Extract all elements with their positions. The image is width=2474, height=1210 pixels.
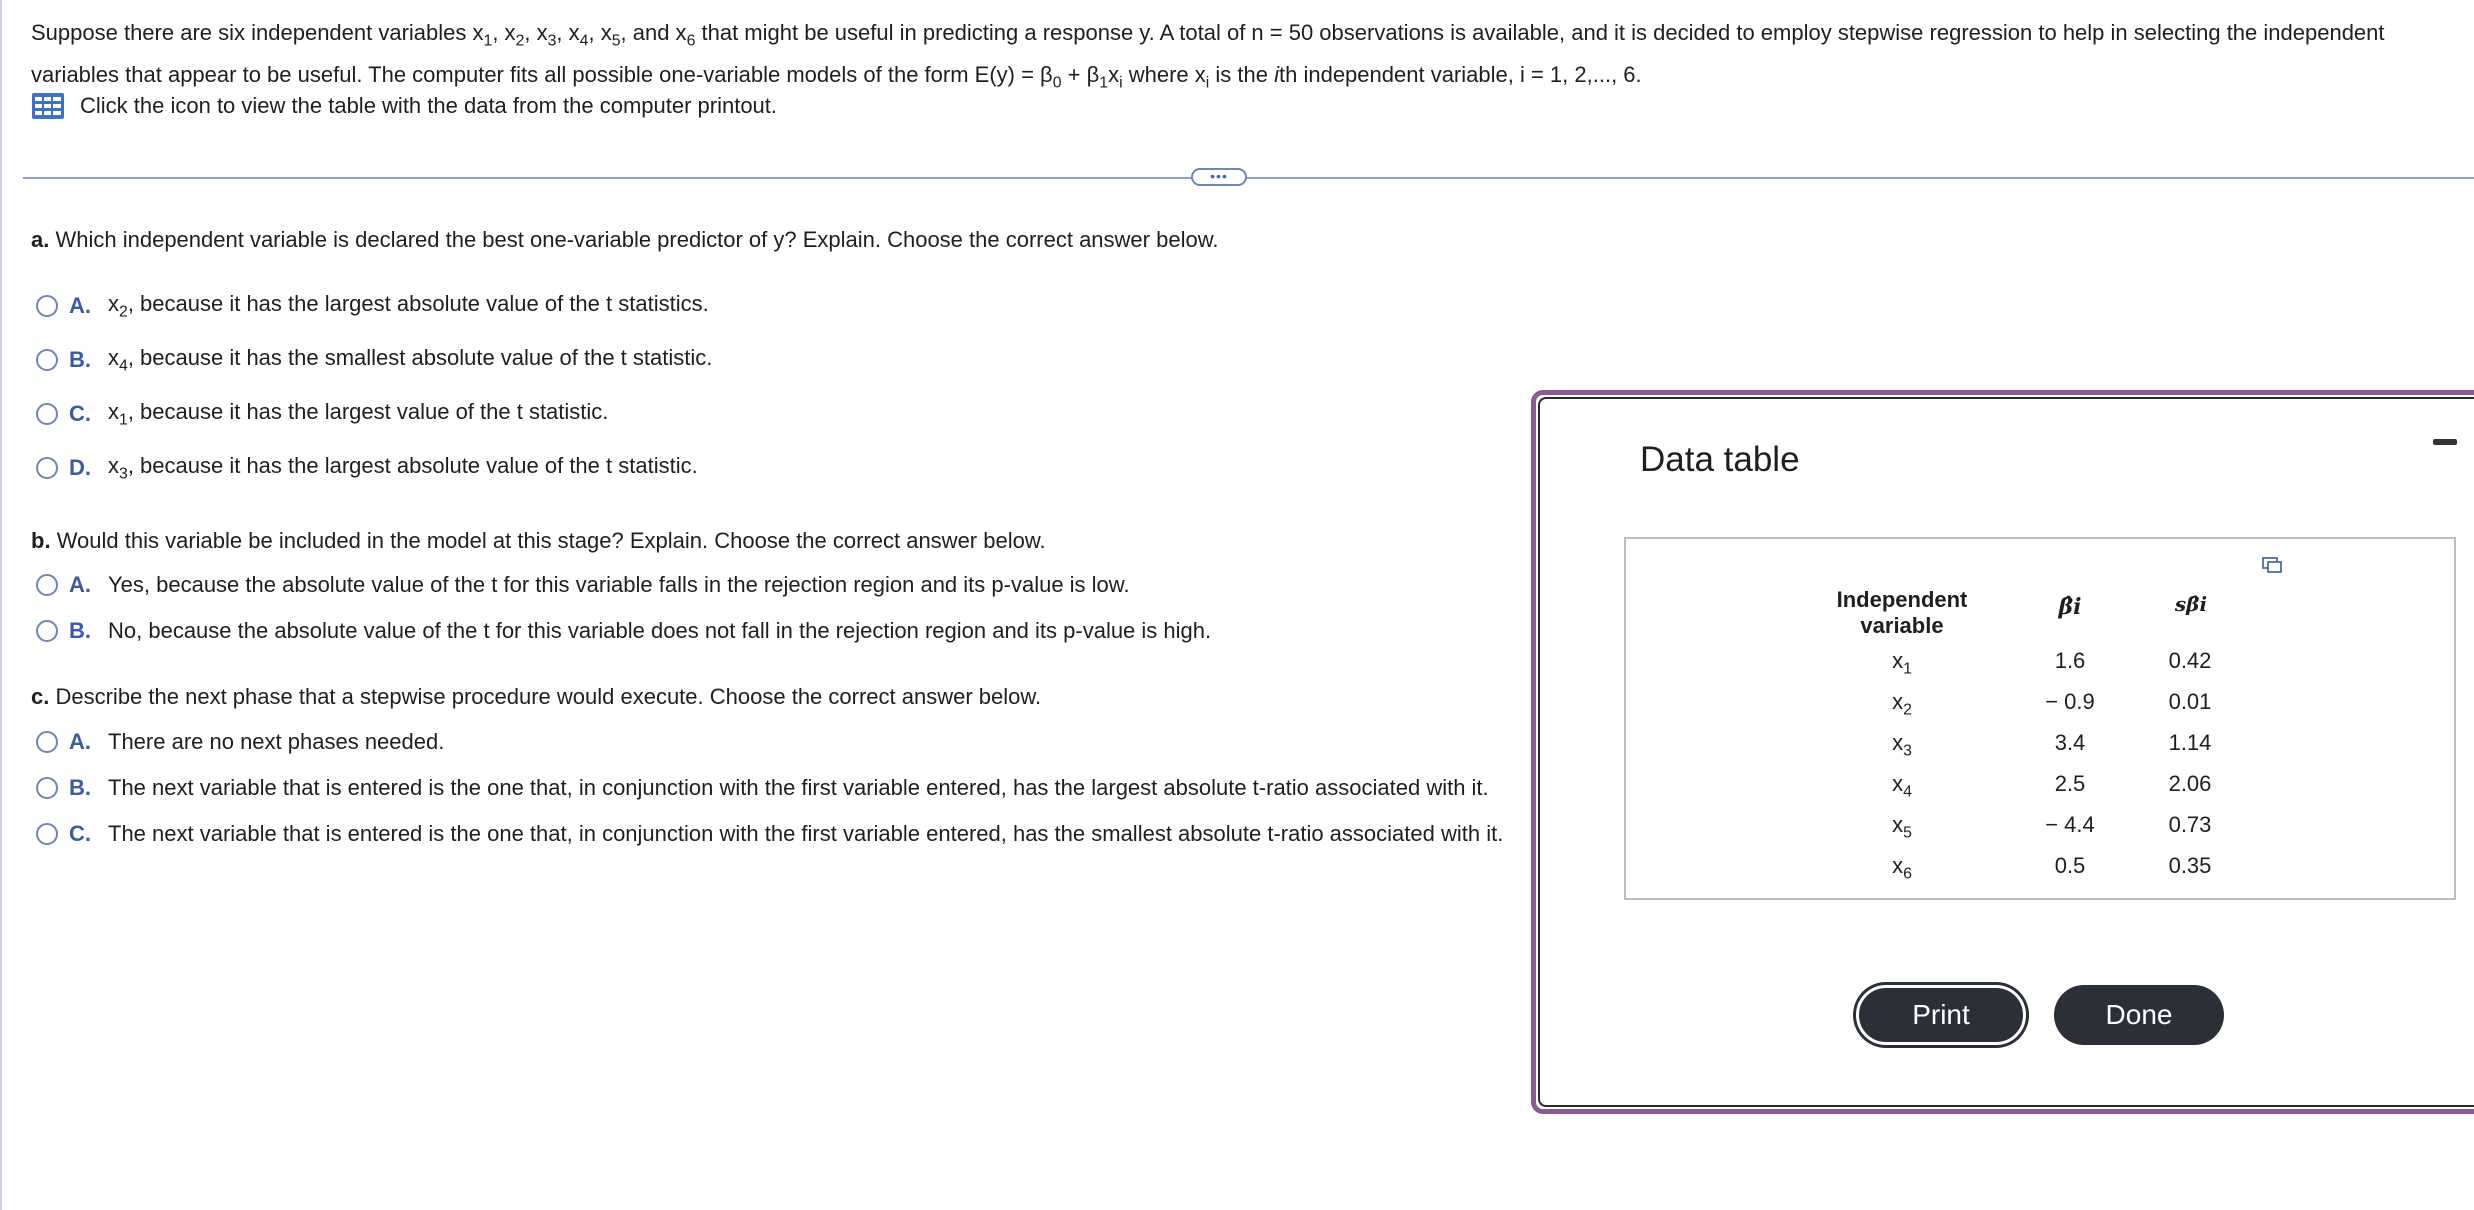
row-1-se: 0.42 bbox=[2168, 648, 2212, 673]
header-beta-hat: β̂i bbox=[2058, 594, 2082, 620]
print-button[interactable]: Print bbox=[1856, 985, 2026, 1045]
row-1-variable: $x_1$ bbox=[1892, 648, 1912, 678]
row-3-variable: $x_3$ bbox=[1892, 730, 1912, 760]
row-5-beta: − 4.4 bbox=[2045, 812, 2095, 837]
option-a-B[interactable]: B. $x_4$, because it has the smallest absolute value of the t statistic. bbox=[36, 345, 712, 375]
row-3-beta: 3.4 bbox=[2054, 730, 2086, 755]
problem-statement: Suppose there are six independent variables $x_1$, $x_2$, $x_3$, $x_4$, $x_5$, and $x_6$ that might be useful in predicting a response y. A total of n = 50 observations is available, and it is decided to employ stepwise regression to help in selecting the independent variables that appear to be useful. The computer fits all possible one-variable models of the form $E(y) = \beta_0 + \beta_1x_i$ where $x_i$ is the ith independent variable, i = 1, 2,..., 6. bbox=[31, 20, 2385, 92]
row-6-se: 0.35 bbox=[2168, 853, 2212, 878]
option-a-A[interactable]: A. $x_2$, because it has the largest absolute value of the t statistics. bbox=[36, 291, 709, 321]
left-border bbox=[0, 0, 2, 1210]
option-b-B[interactable]: B. No, because the absolute value of the t for this variable does not fall in the rejection region and its p-value is high. bbox=[36, 618, 1211, 644]
row-2-variable: $x_2$ bbox=[1892, 689, 1912, 719]
row-5-se: 0.73 bbox=[2168, 812, 2212, 837]
row-6-beta: 0.5 bbox=[2054, 853, 2086, 878]
radio-button[interactable] bbox=[36, 574, 58, 596]
row-4-variable: $x_4$ bbox=[1892, 771, 1912, 801]
radio-button[interactable] bbox=[36, 620, 58, 642]
row-1-beta: 1.6 bbox=[2054, 648, 2086, 673]
copy-icon[interactable] bbox=[2262, 557, 2282, 573]
done-button[interactable]: Done bbox=[2054, 985, 2224, 1045]
question-c: c. Describe the next phase that a stepwise procedure would execute. Choose the correct answer below. bbox=[31, 684, 1042, 709]
radio-button[interactable] bbox=[36, 823, 58, 845]
option-c-C[interactable]: C. The next variable that is entered is the one that, in conjunction with the first variable entered, has the smallest absolute t-ratio associated with it. bbox=[36, 821, 1503, 847]
radio-button[interactable] bbox=[36, 731, 58, 753]
data-table-link-row bbox=[31, 92, 777, 120]
row-5-variable: $x_5$ bbox=[1892, 812, 1912, 842]
row-2-beta: − 0.9 bbox=[2045, 689, 2095, 714]
option-c-A[interactable]: A. There are no next phases needed. bbox=[36, 729, 444, 755]
section-divider bbox=[23, 177, 2474, 179]
row-3-se: 1.14 bbox=[2168, 730, 2212, 755]
option-c-B[interactable]: B. The next variable that is entered is the one that, in conjunction with the first variable entered, has the largest absolute t-ratio associated with it. bbox=[36, 775, 1489, 801]
option-a-C[interactable]: C. $x_1$, because it has the largest value of the t statistic. bbox=[36, 399, 608, 429]
icon-instruction: Click the icon to view the table with the data from the computer printout. bbox=[80, 93, 778, 118]
divider-handle[interactable]: ••• bbox=[1191, 168, 1247, 186]
header-std-error: sβ̂i bbox=[2174, 592, 2208, 616]
radio-button[interactable] bbox=[36, 295, 58, 317]
data-table bbox=[1624, 537, 2456, 900]
option-b-A[interactable]: A. Yes, because the absolute value of the t for this variable falls in the rejection region and its p-value is low. bbox=[36, 572, 1130, 598]
radio-button[interactable] bbox=[36, 457, 58, 479]
row-6-variable: $x_6$ bbox=[1892, 853, 1912, 883]
question-a: a. Which independent variable is declared the best one-variable predictor of y? Explain. Choose the correct answer below. bbox=[31, 227, 1219, 252]
dialog-title: Data table bbox=[1640, 440, 1800, 479]
minimize-icon[interactable] bbox=[2433, 439, 2457, 445]
table-icon[interactable] bbox=[31, 92, 65, 120]
radio-button[interactable] bbox=[36, 777, 58, 799]
radio-button[interactable] bbox=[36, 349, 58, 371]
row-2-se: 0.01 bbox=[2168, 689, 2212, 714]
option-a-D[interactable]: D. $x_3$, because it has the largest absolute value of the t statistic. bbox=[36, 453, 698, 483]
row-4-beta: 2.5 bbox=[2054, 771, 2086, 796]
row-4-se: 2.06 bbox=[2168, 771, 2212, 796]
radio-button[interactable] bbox=[36, 403, 58, 425]
question-b: b. Would this variable be included in the model at this stage? Explain. Choose the correct answer below. bbox=[31, 528, 1046, 553]
header-independent-variable: Independent variable bbox=[1836, 587, 1968, 638]
